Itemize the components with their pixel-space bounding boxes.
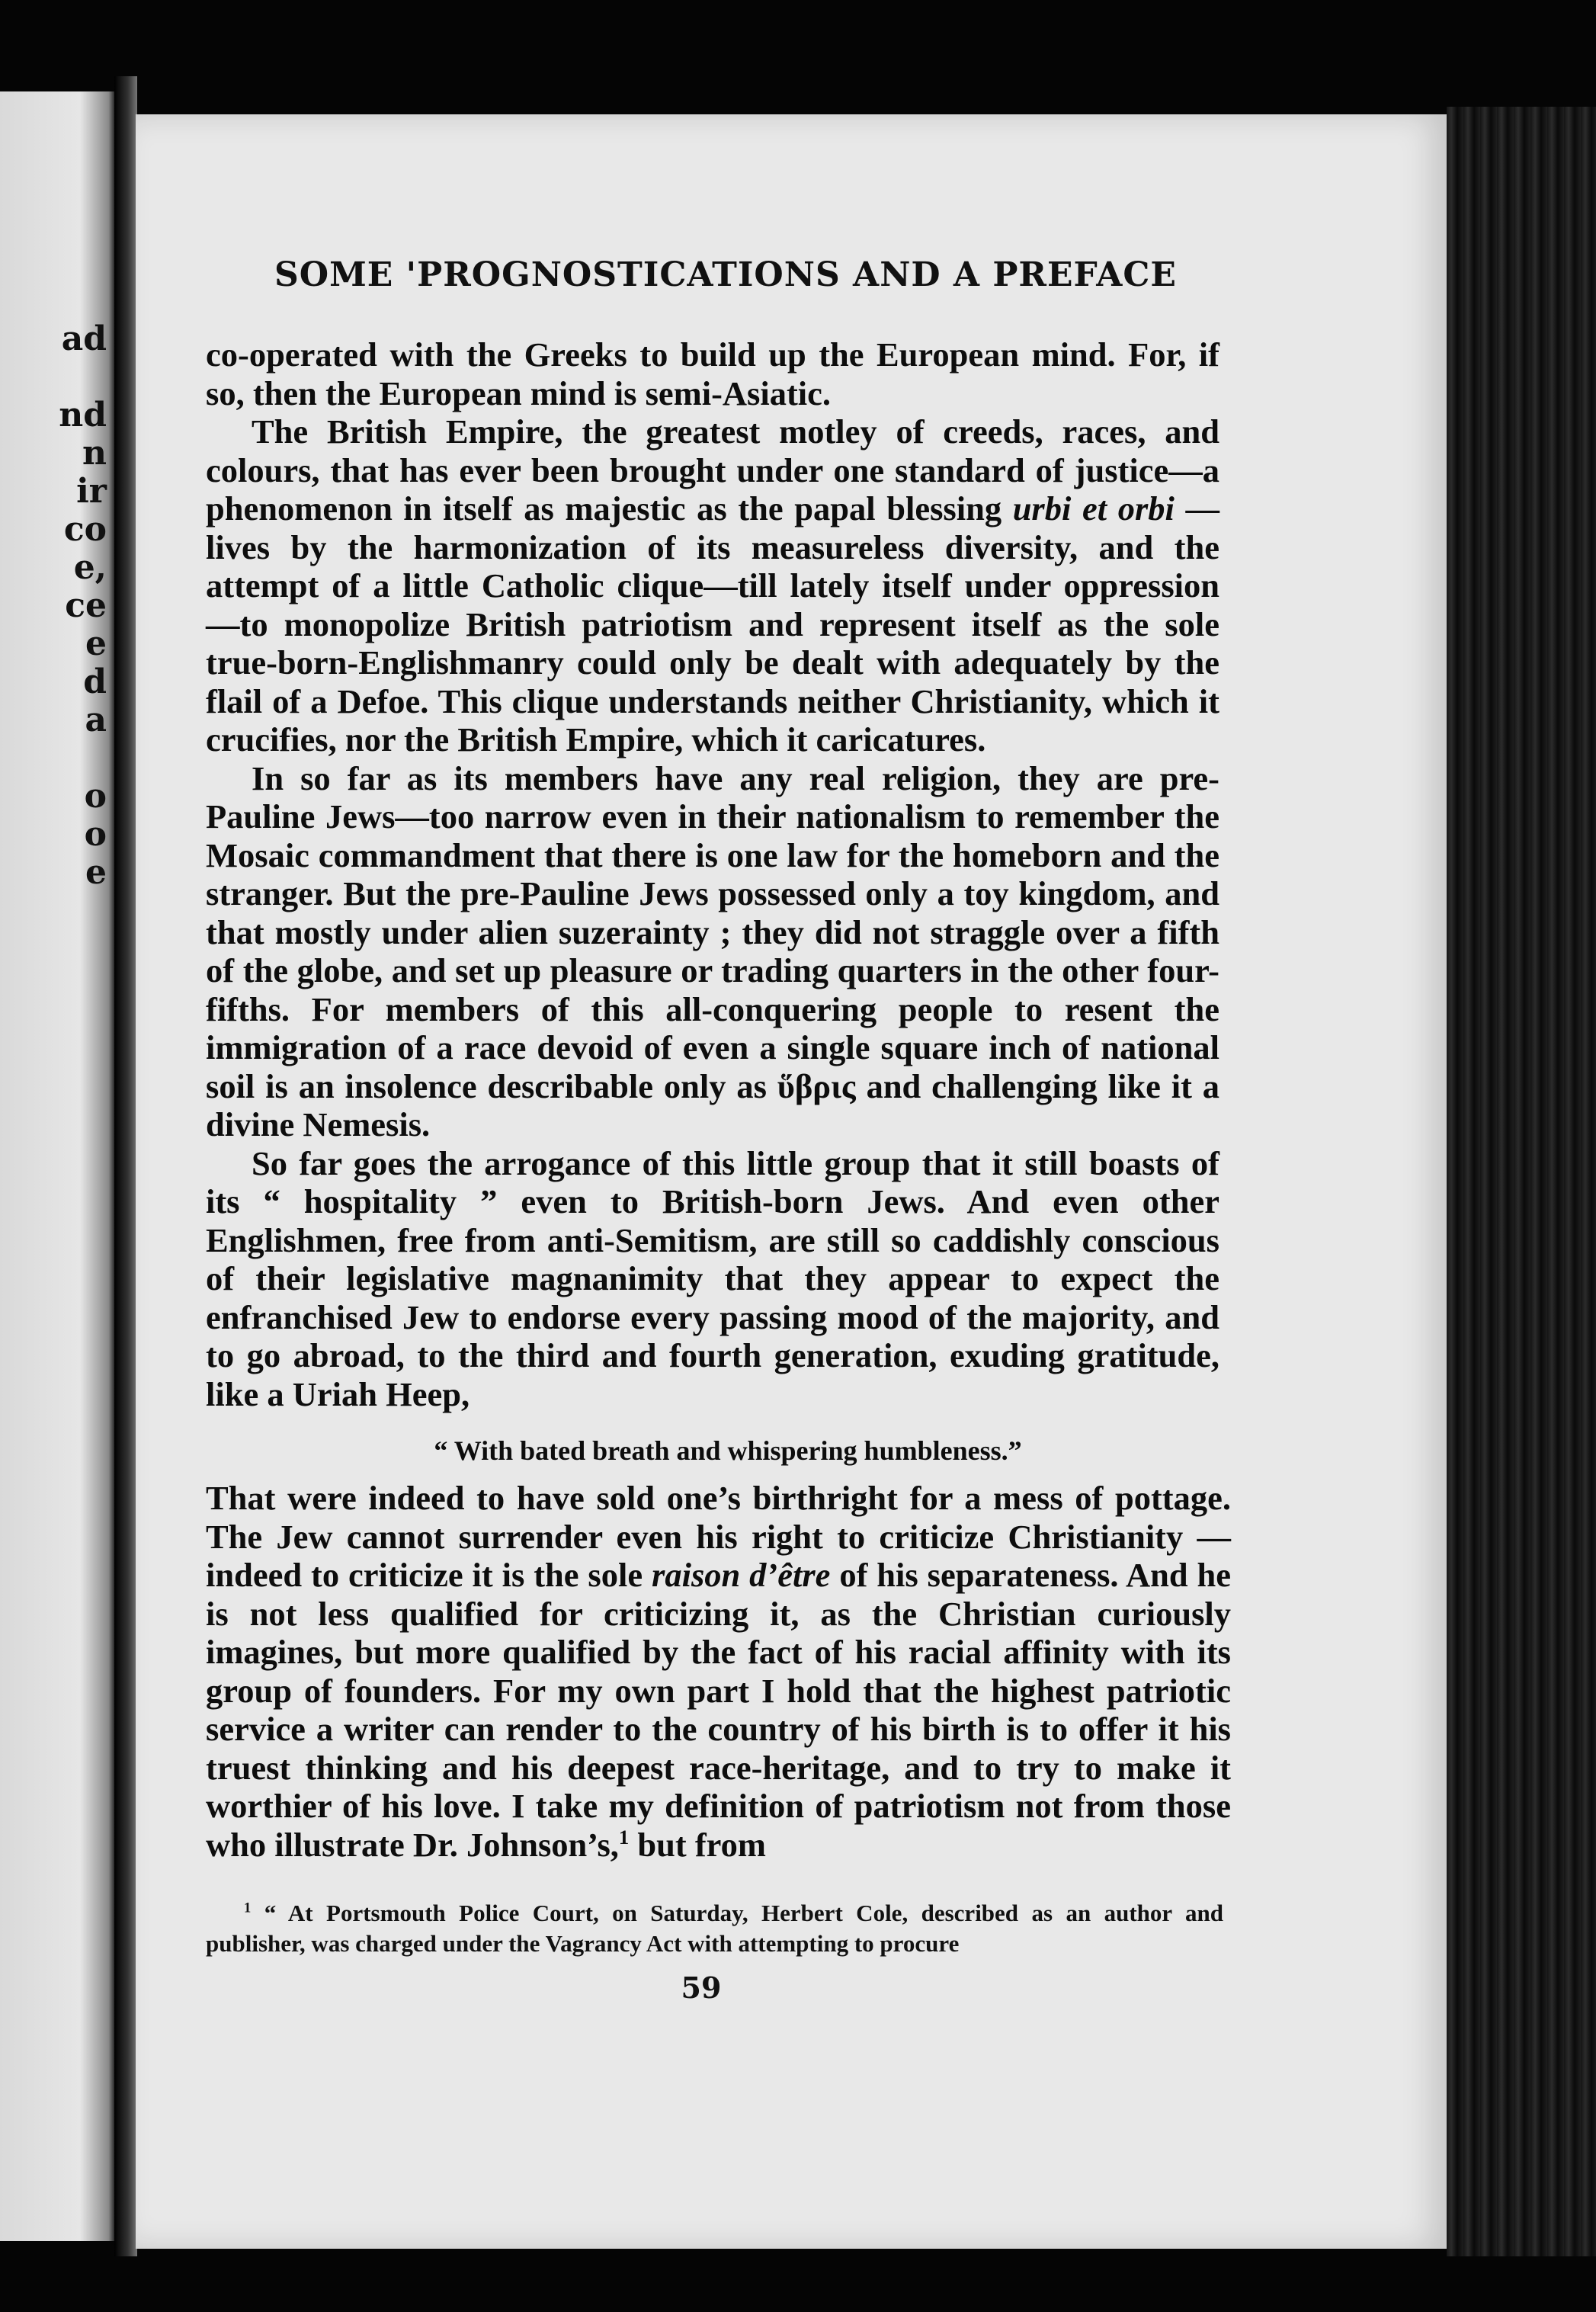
paragraph-5 <box>206 1479 1231 1864</box>
paragraph-3-text-cont: and challenging like it a divine Nemesis. <box>206 1066 1219 1143</box>
block-quote: “ With bated breath and whispering humbleness.” <box>434 1435 1022 1466</box>
left-page-fragment <box>59 739 107 778</box>
paragraph-3-text: In so far as its members have any real religion, they are pre-Pauline Jews—too narrow even in their nationalism to remember the Mosaic commandment that there is one law for the homeborn and the stranger. But the pre-Pauline Jews possessed only a toy kingdom, and that mostly under alien suzerainty ; they did not straggle over a fifth of the globe, and set up pleasure or trading quarters in the other four-fifths. For members of this all-conquering people to resent the immigration of a race devoid of even a single square inch of national soil is an insolence describable only as <box>206 758 1219 1105</box>
left-page-fragment: co <box>63 510 107 549</box>
left-page-fragment: e <box>85 853 107 892</box>
left-page-fragment: o <box>84 815 107 854</box>
left-page-fragment: ce <box>65 586 107 625</box>
left-page-fragment: d <box>83 662 107 701</box>
page-number: 59 <box>681 1970 722 2005</box>
paragraph-3 <box>206 759 1219 1144</box>
paragraph-2-text-cont: —lives by the harmonization of its measureless diversity, and the attempt of a little Catholic clique—till lately itself under oppression —to monopolize British patriotism and represent itself as the sole true-born-Englishmanry could only be dealt with adequately by the flail of a Defoe. This clique understands neither Christianity, which it crucifies, nor the British Empire, which it caricatures. <box>206 489 1220 758</box>
left-page-fragment: n <box>82 434 107 473</box>
paragraph-2-text: The British Empire, the greatest motley of creeds, races, and colours, that has ever been brought under one standard of justice—a phenomenon in itself as majestic as the papal blessing <box>206 412 1219 527</box>
footnote-text: “ At Portsmouth Police Court, on Saturday, Herbert Cole, described as an author and publisher, was charged under the Vagrancy Act with attempting to procure <box>206 1900 1223 1957</box>
left-page-fragment: ad <box>61 319 107 358</box>
paragraph-2 <box>206 412 1219 759</box>
left-page-fragment: o <box>84 777 107 816</box>
left-page-edge <box>0 91 114 2241</box>
left-page-fragment <box>59 358 107 396</box>
left-page-fragment: a <box>85 701 107 739</box>
paragraph-4: So far goes the arrogance of this little group that it still boasts of its “ hospitality ” even to British-born Jews. And even other Englishmen, free from anti-Semitism, are still so caddishly conscious of their legislative magnanimity that they appear to expect the enfranchised Jew to endorse every passing mood of the majority, and to go abroad, to the third and fourth generation, exuding gratitude, like a Uriah Heep, <box>206 1143 1219 1413</box>
footnote-marker: 1 <box>244 1900 252 1916</box>
paragraph-5-text: That were indeed to have sold one’s birthright for a mess of pottage. The Jew cannot surrender even his right to criticize Christianity —indeed to criticize it is the sole <box>206 1479 1231 1594</box>
paragraph-1: co-operated with the Greeks to build up the European mind. For, if so, then the European mind is semi-Asiatic. <box>206 335 1219 412</box>
greek-word: ὕβρις <box>777 1066 856 1105</box>
footnote <box>206 1898 1223 1959</box>
left-page-fragment: e, <box>73 548 107 587</box>
paragraph-5-italic: raison d’être <box>652 1556 831 1594</box>
left-page-fragment: nd <box>59 396 107 435</box>
paragraph-5-text-end: but from <box>629 1825 766 1864</box>
left-page-fragment: ir <box>76 472 107 511</box>
running-head: SOME 'PROGNOSTICATIONS AND A PREFACE <box>274 255 1177 294</box>
paragraph-5-text-cont: of his separateness. And he is not less qualified for criticizing it, as the Christian curiously imagines, but more qualified by the fact of his racial affinity with its group of founders. For my own part I hold that the highest patriotic service a writer can render to the country of his birth is to offer it his truest thinking and his deepest race-heritage, and to try to make it worthier of his love. I take my definition of patriotism not from those who illustrate Dr. Johnson’s, <box>206 1556 1231 1864</box>
left-page-fragments <box>59 320 107 892</box>
left-page-fragment: e <box>85 624 107 663</box>
body-text <box>206 335 1231 1864</box>
book-gutter <box>114 76 137 2256</box>
paragraph-2-italic: urbi et orbi <box>1012 489 1175 527</box>
page-stack-edge <box>1447 107 1596 2256</box>
footnote-reference[interactable]: 1 <box>618 1825 630 1849</box>
